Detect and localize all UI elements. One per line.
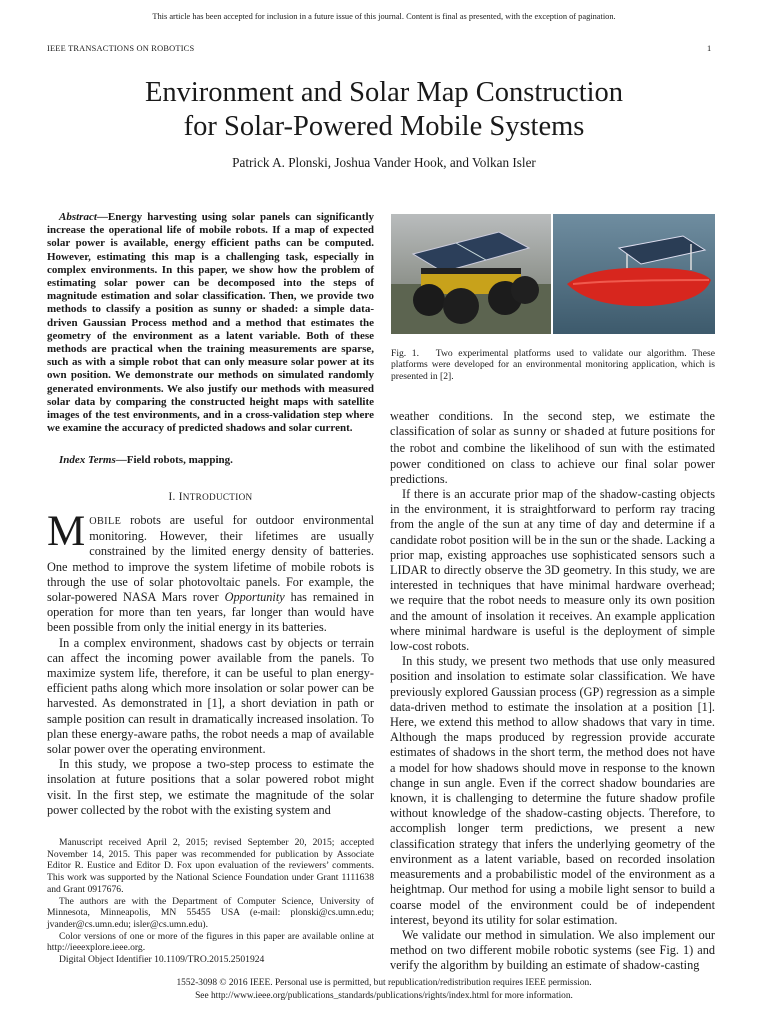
footnotes <box>47 837 374 966</box>
copyright-line-2: See http://www.ieee.org/publications_standards/publications/rights/index.html for more information. <box>195 990 573 1001</box>
author-list: Patrick A. Plonski, Joshua Vander Hook, and Volkan Isler <box>232 155 536 170</box>
intro-paragraph-2: In a complex environment, shadows cast by objects or terrain can affect the incoming power available from the panels. To maximize system life, therefore, it can be useful to plan energy-efficient paths along which more insolation or solar power can be harvested. As demonstrated in [1], a short deviation in path or sample position can result in dramatically increased insolation. To plan these energy-aware paths, the robot needs a map of available solar power over the operating environment. <box>47 635 374 757</box>
title-line-1: Environment and Solar Map Construction <box>144 77 624 108</box>
section-number: I. <box>168 491 176 503</box>
journal-name: IEEE TRANSACTIONS ON ROBOTICS <box>47 44 195 53</box>
figure-1-caption <box>391 348 715 382</box>
right-paragraph-1 <box>390 409 715 487</box>
copyright-line-1: 1552-3098 © 2016 IEEE. Personal use is permitted, but republication/redistribution requires IEEE permission. <box>176 978 592 988</box>
intro-paragraph-3: In this study, we propose a two-step process to estimate the insolation at future positions that a solar powered robot might visit. In the first step, we estimate the magnitude of the solar power collected by the robot with the existing system and <box>47 757 374 817</box>
class-sunny: sunny <box>512 427 547 440</box>
abstract-label: Abstract <box>59 211 97 223</box>
right-p1-text-a: weather conditions. In the second step, we estimate the classification of solar as <box>390 409 715 439</box>
abstract-text: —Energy harvesting using solar panels can significantly increase the operational life of mobile robots. If a map of expected solar power is available, energy efficient paths can be computed. However, estimating this map is a challenging task, especially in complex environments. In this paper, we show how the problem of estimating solar power can be decomposed into the steps of magnitude estimation and solar classification. Then, we provide two methods to classify a position as sunny or shaded: a simple data-driven Gaussian Process method and a method that estimates the geometry of the environment as a latent variable. Both of these methods are practical when the training measurements are sparse, such as with a simple robot that can only measure solar power at its own position. We demonstrate our methods on simulated randomly generated environments. We also justify our methods with measured solar data by comparing the constructed height maps with satellite images of the test environments, and in a cross-validation step where we examine the accuracy of predicted shadows and solar current. <box>47 211 374 435</box>
intro-p1-text-b: has remained in operation for more than ten years, far longer than would have been possible from only the initial energy in its batteries. <box>47 590 375 635</box>
robot-platforms-image <box>391 214 715 334</box>
drop-cap: M <box>47 508 86 555</box>
abstract <box>47 211 374 435</box>
right-paragraph-2: If there is an accurate prior map of the shadow-casting objects in the environment, it is straightforward to perform ray tracing from the angle of the sun at any time of day and determine if a candidate robot position will be in the sun or the shade. Lacking a prior map, existing approaches use sophisticated sensors such a LIDAR to directly observe the 3D geometry. In this study, we are interested in techniques that have minimal hardware overhead; we require that the robot needs to measure only its own position and the amount of insolation it receives. An example application where minimal hardware is useful is the deployment of simple low-cost robots. <box>390 487 715 654</box>
right-column-body <box>390 409 715 974</box>
intro-small-caps: OBILE <box>89 516 122 527</box>
introduction-body <box>47 508 375 818</box>
figure-caption-label: Fig. 1. <box>391 348 419 359</box>
acceptance-notice: This article has been accepted for inclusion in a future issue of this journal. Content is final as presented, with the exception of pagination. <box>152 12 616 21</box>
footnote-color-versions: Color versions of one or more of the figures in this paper are available online at http://ieeexplore.ieee.org. <box>47 930 374 954</box>
title-line-2: for Solar-Powered Mobile Systems <box>183 111 585 142</box>
paper-title <box>0 76 768 144</box>
section-first-letter: I <box>178 491 183 503</box>
section-title-rest: NTRODUCTION <box>182 492 253 502</box>
right-paragraph-4: We validate our method in simulation. We also implement our method on two different mobile robotic systems (see Fig. 1) and verify the algorithm by building an estimate of shadow-casting <box>390 927 715 973</box>
index-terms-text: —Field robots, mapping. <box>115 454 233 466</box>
right-p1-or: or <box>546 424 564 439</box>
right-paragraph-3: In this study, we present two methods that use only measured position and insolation to estimate solar classification. We have previously explored Gaussian process (GP) regression as a simple data-driven method to estimate the insolation at a position [1]. Here, we extend this method to allow shadows that vary in time. Although the maps produced by regression provide accurate estimates of shadows in the short term, the method does not have a model for how shadows should move in response to the known change in sun angle. Even if the correct shadow boundaries are known, it is challenging to determine the future shadow profile without knowledge of the shadow-casting objects. Therefore, to accomplish longer term predictions, we present a new classification strategy that infers the underlying geometry of the environment as a latent variable, based on recorded insolation measurements and a probabilistic model of the environment as a heightmap. Our method for using a mobile light sensor to build a coarse model of the environment could be of independent interest, beyond its utility for solar estimation. <box>390 654 715 927</box>
figure-caption-text: Two experimental platforms used to validate our algorithm. These platforms were developed for an environmental monitoring application, which is presented in [2]. <box>391 348 715 382</box>
page-number: 1 <box>707 44 712 53</box>
right-p1-text-b: at future positions for the robot and combine the likelihood of sun with the estimated power conditioned on class to achieve our final solar power predictions. <box>390 424 715 486</box>
footnote-affiliation: The authors are with the Department of Computer Science, University of Minnesota, Minneapolis, MN 55455 USA (e-mail: plonski@cs.umn.edu; jvander@cs.umn.edu; isler@cs.umn.edu). <box>47 895 374 930</box>
index-terms <box>47 453 374 468</box>
copyright-footer <box>0 977 768 1002</box>
intro-paragraph-1 <box>47 508 375 636</box>
rover-name: Opportunity <box>224 590 285 605</box>
intro-p1-text-a: robots are useful for outdoor environmental monitoring. However, their lifetimes are usually constrained by the limited energy density of batteries. One method to improve the system lifetime of mobile robots is through the use of solar photovoltaic panels. For example, the solar-powered NASA Mars rover <box>47 513 374 605</box>
section-heading-introduction <box>47 491 374 503</box>
figure-1-photos <box>391 214 715 334</box>
footnote-doi: Digital Object Identifier 10.1109/TRO.2015.2501924 <box>59 954 265 966</box>
footnote-manuscript: Manuscript received April 2, 2015; revised September 20, 2015; accepted November 14, 2015. This paper was recommended for publication by Associate Editor R. Eustice and Editor D. Fox upon evaluation of the reviewers’ comments. This work was supported by the National Science Foundation under Grant 1111638 and Grant 0917676. <box>47 837 374 895</box>
index-terms-label: Index Terms <box>59 454 116 466</box>
class-shaded: shaded <box>563 427 605 440</box>
